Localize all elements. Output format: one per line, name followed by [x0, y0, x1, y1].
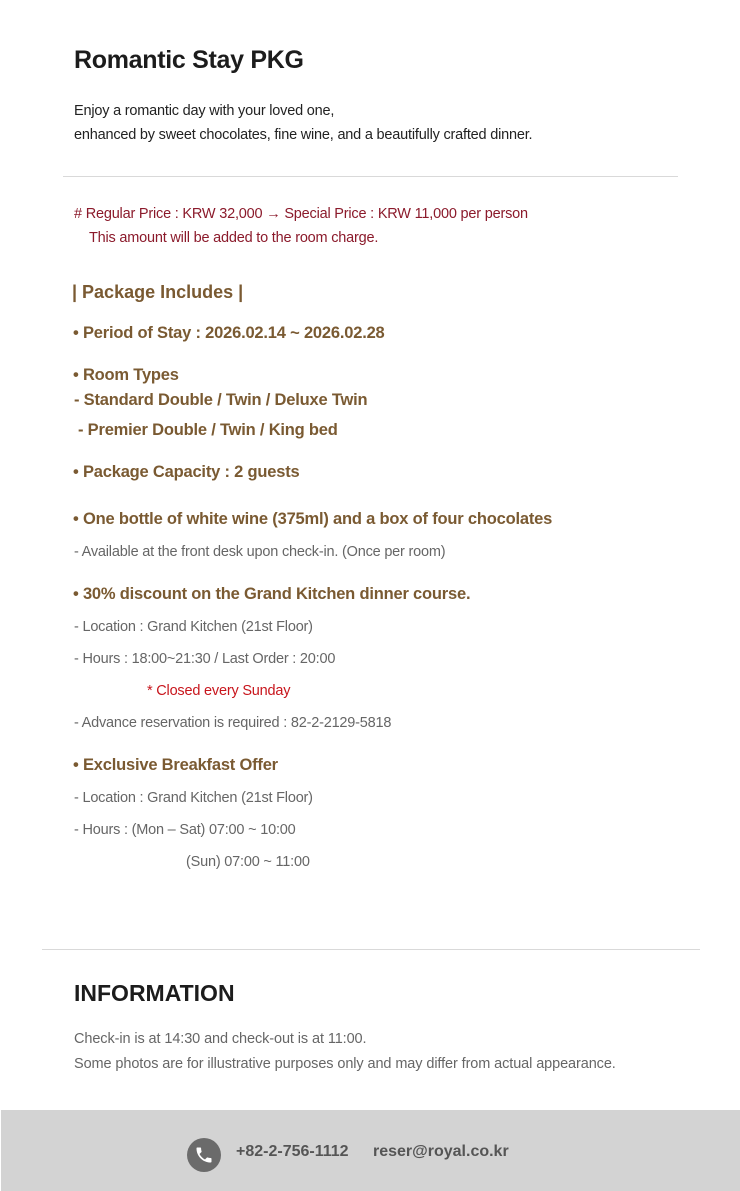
footer-phone[interactable]: +82-2-756-1112	[236, 1143, 349, 1160]
dinner-location: - Location : Grand Kitchen (21st Floor)	[74, 619, 313, 635]
information-title: INFORMATION	[74, 980, 235, 1006]
intro-line: Enjoy a romantic day with your loved one,	[74, 103, 335, 119]
package-intro	[74, 99, 532, 147]
breakfast-hours: - Hours : (Mon – Sat) 07:00 ~ 10:00	[74, 822, 296, 838]
price-note: This amount will be added to the room charge.	[89, 230, 379, 246]
divider	[63, 176, 678, 177]
wine-offer-title: • One bottle of white wine (375ml) and a box of four chocolates	[73, 510, 553, 528]
information-line: Some photos are for illustrative purposes only and may differ from actual appearance.	[74, 1056, 616, 1072]
divider	[42, 949, 700, 950]
footer-email[interactable]: reser@royal.co.kr	[373, 1143, 509, 1160]
room-types-premier: - Premier Double / Twin / King bed	[78, 421, 338, 439]
includes-heading: | Package Includes |	[72, 282, 244, 302]
information-text	[74, 1027, 616, 1077]
package-capacity: • Package Capacity : 2 guests	[73, 463, 300, 481]
intro-line: enhanced by sweet chocolates, fine wine, and a beautifully crafted dinner.	[74, 127, 533, 143]
room-types-label: • Room Types	[73, 366, 179, 384]
period-of-stay: • Period of Stay : 2026.02.14 ~ 2026.02.28	[73, 324, 385, 342]
wine-offer-detail: - Available at the front desk upon check-in. (Once per room)	[74, 544, 446, 560]
information-line: Check-in is at 14:30 and check-out is at 11:00.	[74, 1031, 367, 1047]
dinner-reservation: - Advance reservation is required : 82-2-2129-5818	[74, 715, 392, 731]
breakfast-offer-title: • Exclusive Breakfast Offer	[73, 756, 278, 774]
breakfast-location: - Location : Grand Kitchen (21st Floor)	[74, 790, 313, 806]
footer	[1, 1110, 740, 1191]
dinner-hours: - Hours : 18:00~21:30 / Last Order : 20:00	[74, 651, 336, 667]
phone-icon[interactable]	[187, 1138, 221, 1172]
dinner-offer-title: • 30% discount on the Grand Kitchen dinner course.	[73, 585, 471, 603]
price-notice	[74, 202, 528, 250]
dinner-closed-notice: * Closed every Sunday	[147, 683, 291, 699]
price-line: # Regular Price : KRW 32,000 → Special Price : KRW 11,000 per person	[74, 206, 528, 222]
room-types-standard: - Standard Double / Twin / Deluxe Twin	[74, 391, 368, 409]
breakfast-sunday-hours: (Sun) 07:00 ~ 11:00	[186, 854, 310, 870]
package-title: Romantic Stay PKG	[74, 46, 304, 74]
